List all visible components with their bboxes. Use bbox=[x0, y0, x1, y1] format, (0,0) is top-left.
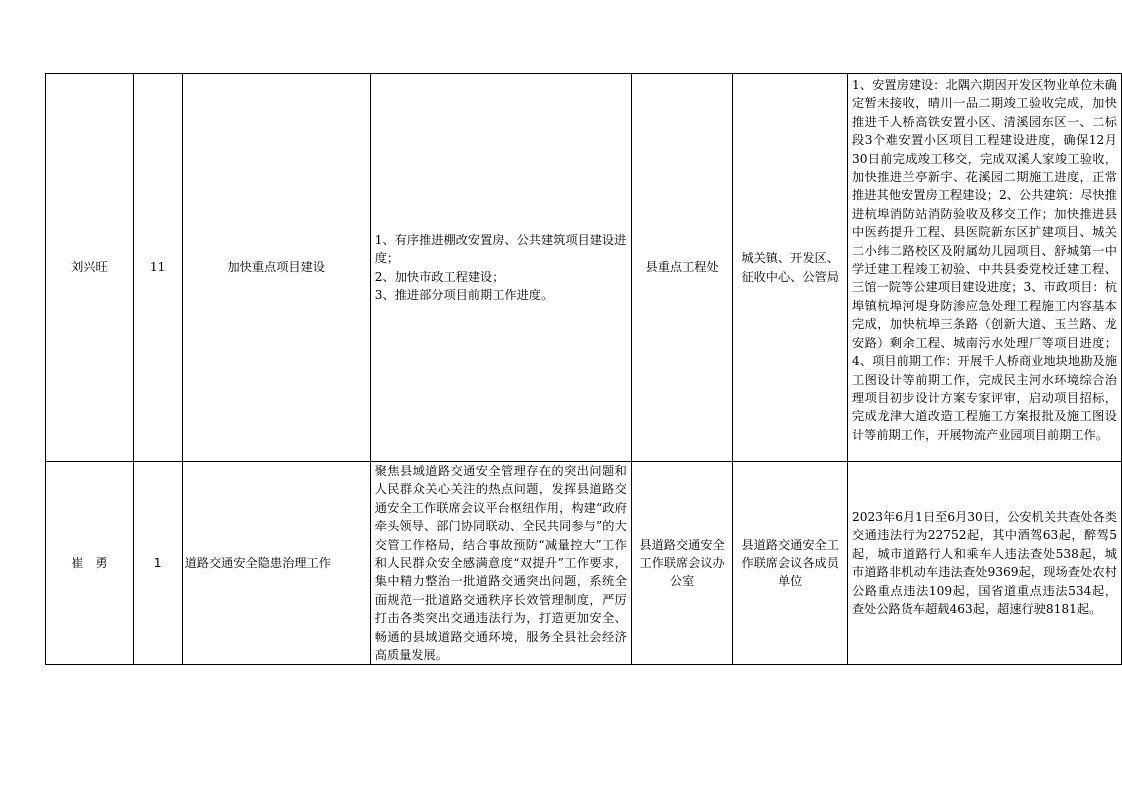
task-content-cell: 聚焦县域道路交通安全管理存在的突出问题和人民群众关心关注的热点问题，发挥县道路交通安全工作联席会议平台枢纽作用，构建“政府牵头领导、部门协同联动、全民共同参与”的大交管工作格局，结合事故预防“减量控大”工作和人民群众安全感满意度“双提升”工作要求，集中精力整治一批道路交通突出问题，系统全面规范一批道路交通秩序长效管理制度，严厉打击各类突出交通违法行为，打造更加安全、畅通的县域道路交通环境，服务全县社会经济高质量发展。 bbox=[370, 462, 631, 665]
project-name-cell: 道路交通安全隐患治理工作 bbox=[182, 462, 370, 665]
table-row bbox=[46, 74, 1122, 462]
lead-unit-cell: 县重点工程处 bbox=[631, 74, 733, 462]
table-row bbox=[46, 462, 1122, 665]
responsible-person-cell: 刘兴旺 bbox=[46, 74, 134, 462]
responsible-person-cell: 崔勇 bbox=[46, 462, 134, 665]
cooperating-units-cell: 县道路交通安全工作联席会议各成员单位 bbox=[733, 462, 848, 665]
cooperating-units-cell: 城关镇、开发区、征收中心、公管局 bbox=[733, 74, 848, 462]
lead-unit-cell: 县道路交通安全工作联席会议办公室 bbox=[631, 462, 733, 665]
task-content-cell: 1、有序推进棚改安置房、公共建筑项目建设进度； 2、加快市政工程建设； 3、推进部分项目前期工作进度。 bbox=[370, 74, 631, 462]
task-number-cell: 11 bbox=[133, 74, 182, 462]
work-progress-table bbox=[45, 73, 1122, 665]
progress-cell: 1、安置房建设：北隅六期因开发区物业单位未确定暂未接收，晴川一品二期竣工验收完成，加快推进千人桥高铁安置小区、清溪园东区一、二标段3个难安置小区项目工程建设进度，确保12月30日前完成竣工移交，完成双溪人家竣工验收，加快推进兰亭新宇、花溪园二期施工进度，正常推进其他安置房工程建设；2、公共建筑：尽快推进杭埠消防站消防验收及移交工作；加快推进县中医药提升工程、县医院新东区扩建项目、城关二小纬二路校区及附属幼儿园项目、舒城第一中学迁建工程竣工初验、中共县委党校迁建工程、三馆一院等公建项目建设进度；3、市政项目：杭埠镇杭埠河堤身防渗应急处理工程施工内容基本完成，加快杭埠三条路（创新大道、玉兰路、龙安路）剩余工程、城南污水处理厂等项目进度；4、项目前期工作：开展千人桥商业地块地勘及施工图设计等前期工作，完成民主河水环境综合治理项目初步设计方案专家评审，启动项目招标，完成龙津大道改造工程施工方案报批及施工图设计等前期工作，开展物流产业园项目前期工作。 bbox=[848, 74, 1122, 462]
progress-cell: 2023年6月1日至6月30日，公安机关共查处各类交通违法行为22752起，其中酒驾63起，醉驾5起，城市道路行人和乘车人违法查处538起，城市道路非机动车违法查处9369起，现场查处农村公路重点违法109起，国省道重点违法534起，查处公路货车超载463起，超速行驶8181起。 bbox=[848, 462, 1122, 665]
project-name-cell: 加快重点项目建设 bbox=[182, 74, 370, 462]
task-number-cell: 1 bbox=[133, 462, 182, 665]
